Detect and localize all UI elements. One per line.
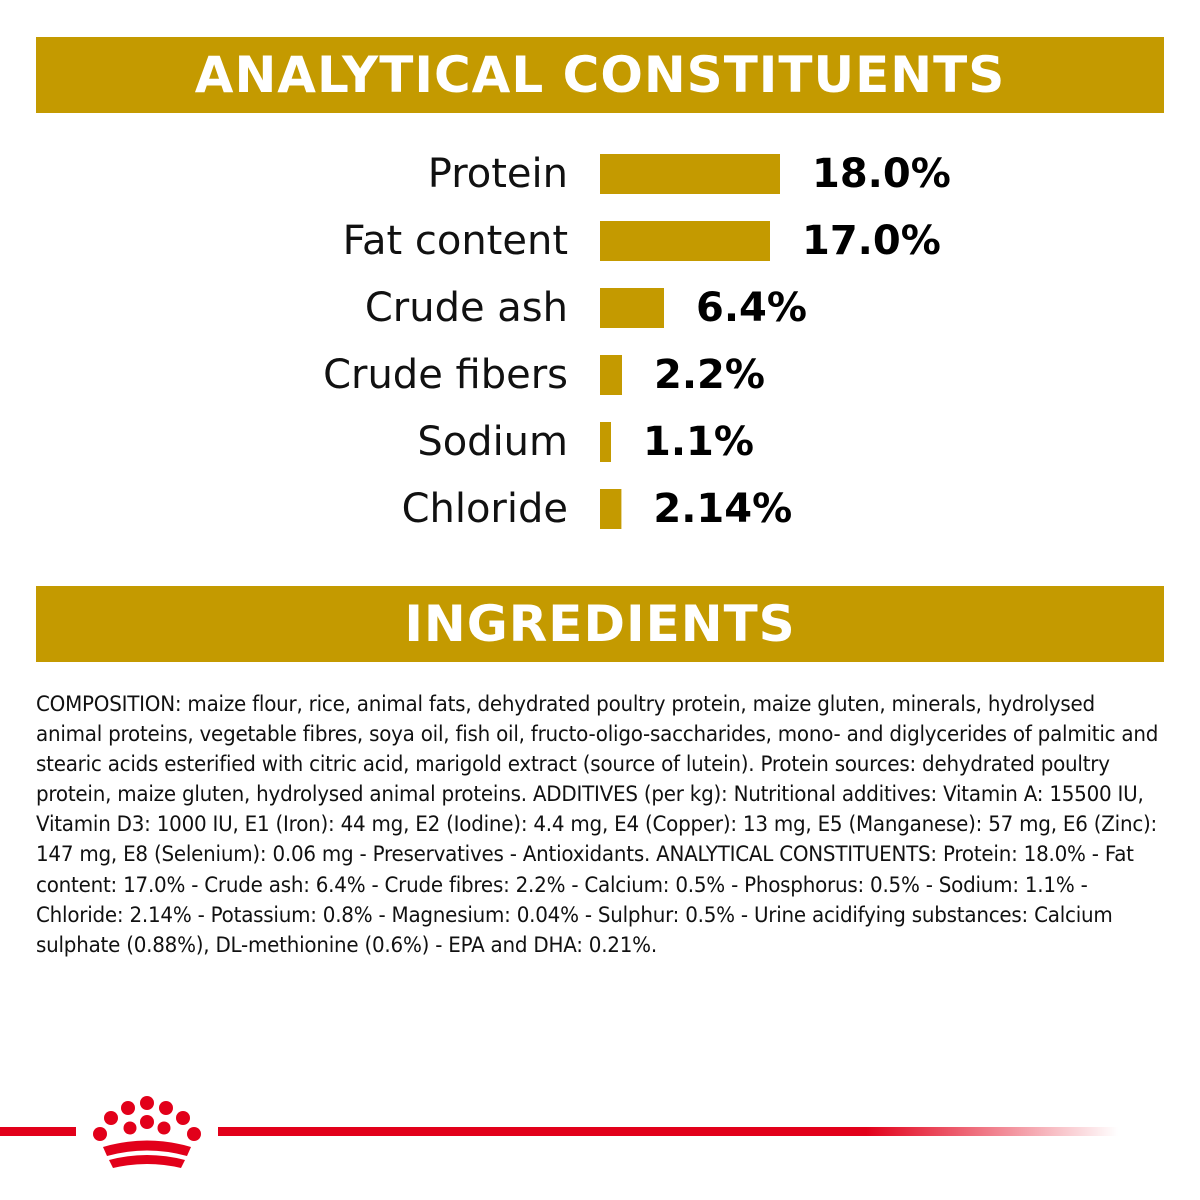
bar-label-sodium: Sodium [417,419,568,465]
value-label-fat-content: 17.0% [802,218,941,264]
crown-logo-icon [93,1096,201,1168]
footer-brand-bar [0,1090,1200,1200]
analytical-constituents-chart [0,130,1200,550]
bar-protein [600,154,780,194]
bar-label-chloride: Chloride [401,486,568,532]
value-label-protein: 18.0% [812,151,951,197]
footer-line-right [218,1127,1118,1136]
bar-label-protein: Protein [427,151,568,197]
analytical-constituents-banner: ANALYTICAL CONSTITUENTS [36,37,1164,113]
bar-fat-content [600,221,770,261]
footer-line-left [0,1127,76,1136]
value-label-crude-fibers: 2.2% [654,352,765,398]
value-label-crude-ash: 6.4% [696,285,807,331]
value-label-sodium: 1.1% [643,419,754,465]
bar-chloride [600,489,621,529]
bar-sodium [600,422,611,462]
bar-label-fat-content: Fat content [342,218,568,264]
bar-crude-fibers [600,355,622,395]
bar-crude-ash [600,288,664,328]
value-label-chloride: 2.14% [653,486,793,532]
bar-label-crude-fibers: Crude fibers [323,352,568,398]
composition-text: COMPOSITION: maize flour, rice, animal fats, dehydrated poultry protein, maize gluten, minerals, hydrolysed animal proteins, vegetable fibres, soya oil, fish oil, fructo-oligo-saccharides, mono- and diglycerides of palmitic and stearic acids esterified with citric acid, marigold extract (source of lutein). Protein sources: dehydrated poultry protein, maize gluten, hydrolysed animal proteins. ADDITIVES (per kg): Nutritional additives: Vitamin A: 15500 IU, Vitamin D3: 1000 IU, E1 (Iron): 44 mg, E2 (Iodine): 4.4 mg, E4 (Copper): 13 mg, E5 (Manganese): 57 mg, E6 (Zinc): 147 mg, E8 (Selenium): 0.06 mg - Preservatives - Antioxidants. ANALYTICAL CONSTITUENTS: Protein: 18.0% - Fat content: 17.0% - Crude ash: 6.4% - Crude fibres: 2.2% - Calcium: 0.5% - Phosphorus: 0.5% - Sodium: 1.1% - Chloride: 2.14% - Potassium: 0.8% - Magnesium: 0.04% - Sulphur: 0.5% - Urine acidifying substances: Calcium sulphate (0.88%), DL-methionine (0.6%) - EPA and DHA: 0.21%. [36,692,1159,958]
ingredients-banner: INGREDIENTS [36,586,1164,662]
bar-label-crude-ash: Crude ash [364,285,568,331]
